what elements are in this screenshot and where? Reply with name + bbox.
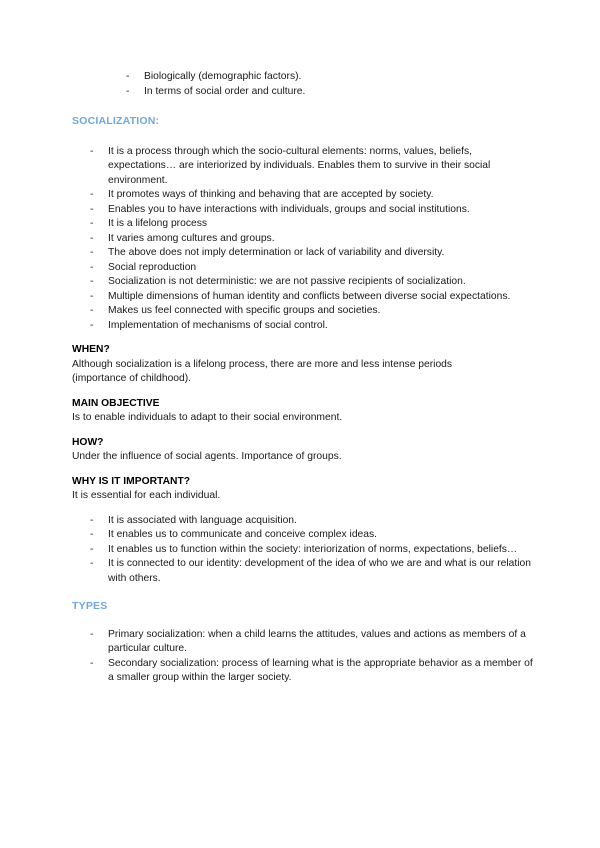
bullet-dash: - [126, 85, 130, 97]
list-item-text: It is connected to our identity: development of the idea of who we are and what is our relation with others. [108, 558, 531, 584]
why-list [90, 514, 540, 587]
why-heading: WHY IS IT IMPORTANT? [72, 475, 191, 487]
list-item [90, 657, 540, 686]
main-objective-text: Is to enable individuals to adapt to their social environment. [72, 412, 343, 423]
list-item-text: It is a lifelong process [108, 218, 208, 229]
list-item-text: Socialization is not deterministic: we are not passive recipients of socialization. [108, 276, 466, 287]
list-item-text: The above does not imply determination or lack of variability and diversity. [108, 247, 445, 258]
list-item [126, 70, 540, 85]
bullet-dash: - [126, 71, 130, 82]
list-item [90, 232, 540, 247]
bullet-dash: - [90, 247, 94, 258]
bullet-dash: - [90, 657, 94, 669]
bullet-dash: - [90, 189, 94, 200]
bullet-dash: - [90, 290, 94, 302]
bullet-dash: - [90, 543, 94, 555]
how-text: Under the influence of social agents. Importance of groups. [72, 451, 342, 462]
list-item-text: It promotes ways of thinking and behaving that are accepted by society. [108, 189, 434, 200]
bullet-dash: - [90, 145, 94, 157]
list-item [90, 528, 540, 543]
list-item [90, 246, 540, 261]
list-item [90, 543, 540, 558]
bullet-dash: - [90, 319, 94, 331]
list-item [90, 188, 540, 203]
list-item-text: Implementation of mechanisms of social control. [108, 319, 328, 331]
bullet-dash: - [90, 628, 94, 640]
list-item [90, 319, 540, 334]
how-heading: HOW? [72, 436, 104, 448]
list-item-text: It varies among cultures and groups. [108, 232, 275, 244]
list-item-text: In terms of social order and culture. [144, 85, 306, 97]
bullet-dash: - [90, 203, 94, 215]
when-text: Although socialization is a lifelong process, there are more and less intense periods (importance of childhood). [72, 358, 453, 384]
socialization-heading: SOCIALIZATION: [72, 115, 160, 127]
bullet-dash: - [90, 276, 94, 287]
list-item-text: Makes us feel connected with specific groups and societies. [108, 305, 381, 316]
list-item-text: It enables us to function within the society: interiorization of norms, expectations, beliefs… [108, 543, 518, 555]
bullet-dash: - [90, 529, 94, 540]
list-item [90, 261, 540, 276]
types-list [90, 628, 540, 686]
types-heading: TYPES [72, 600, 108, 612]
socialization-list [90, 145, 540, 334]
list-item-text: Secondary socialization: process of learning what is the appropriate behavior as a member of a smaller group within the larger society. [108, 657, 533, 683]
list-item-text: Primary socialization: when a child learns the attitudes, values and actions as members of a particular culture. [108, 628, 526, 654]
bullet-dash: - [90, 218, 94, 229]
list-item [90, 628, 540, 657]
list-item [90, 290, 540, 305]
bullet-dash: - [90, 558, 94, 569]
demographic-list [126, 70, 540, 99]
why-text: It is essential for each individual. [72, 490, 221, 501]
list-item-text: It is a process through which the socio-cultural elements: norms, values, beliefs, expectations… are interiorized by individuals. Enables them to survive in their social environment. [108, 145, 491, 186]
list-item [90, 275, 540, 290]
list-item-text: It enables us to communicate and conceive complex ideas. [108, 529, 378, 540]
list-item [90, 203, 540, 218]
when-heading: WHEN? [72, 344, 110, 355]
bullet-dash: - [90, 305, 94, 316]
list-item [90, 304, 540, 319]
list-item-text: It is associated with language acquisition. [108, 514, 297, 526]
bullet-dash: - [90, 514, 94, 526]
list-item [90, 514, 540, 529]
list-item [90, 217, 540, 232]
list-item [90, 145, 540, 189]
list-item-text: Multiple dimensions of human identity and conflicts between diverse social expectations. [108, 290, 511, 302]
main-objective-heading: MAIN OBJECTIVE [72, 397, 160, 409]
bullet-dash: - [90, 261, 94, 273]
list-item [126, 85, 540, 100]
bullet-dash: - [90, 232, 94, 244]
list-item [90, 557, 540, 586]
list-item-text: Biologically (demographic factors). [144, 71, 302, 82]
list-item-text: Social reproduction [108, 261, 197, 273]
list-item-text: Enables you to have interactions with individuals, groups and social institutions. [108, 203, 470, 215]
